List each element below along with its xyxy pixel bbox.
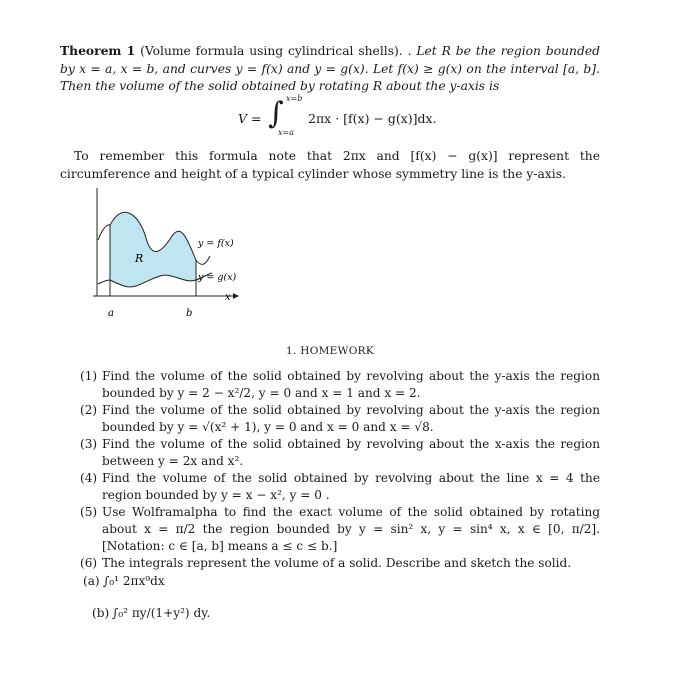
theorem-block <box>60 42 600 96</box>
theorem-name: (Volume formula using cylindrical shells). <box>140 44 403 58</box>
problem-number: (3) <box>80 437 98 452</box>
problem-text: The integrals represent the volume of a solid. Describe and sketch the solid. <box>102 556 572 571</box>
problem-number: (2) <box>80 403 98 418</box>
formula-integrand: 2πx · [f(x) − g(x)]dx. <box>308 111 437 126</box>
subproblem-text: ∫₀² πy/(1+y²) dy. <box>112 606 211 621</box>
formula-lower-limit: x=a <box>278 128 294 137</box>
problem-text: Find the volume of the solid obtained by revolving about the y-axis the region bounded by y = 2 − x²/2, y = 0 and x = 1 and x = 2. <box>102 369 600 400</box>
problem-item <box>80 555 600 572</box>
problem-number: (5) <box>80 505 98 520</box>
homework-title: 1. HOMEWORK <box>286 345 374 357</box>
subproblem-item <box>83 573 600 590</box>
a-label: a <box>108 308 114 319</box>
theorem-statement: . Let R be the region bounded by x = a, x = b, and curves y = f(x) and y = g(x). Let f(x) ≥ g(x) on the interval [a, b]. Then the volume of the solid obtained by rotating R about the y-axis is <box>60 44 600 94</box>
region-r-fill <box>110 212 196 287</box>
problem-text: Find the volume of the solid obtained by revolving about the line x = 4 the region bounded by y = x − x², y = 0 . <box>102 471 600 503</box>
shell-diagram <box>88 180 258 325</box>
problem-text: Use Wolframalpha to find the exact volume of the solid obtained by rotating about x = π/2 the region bounded by y = sin² x, y = sin⁴ x, x ∈ [0, π/2]. [Notation: c ∈ [a, b] means a ≤ c ≤ b.] <box>102 505 600 553</box>
problem-item <box>80 504 600 554</box>
formula-lhs: V = <box>238 111 262 126</box>
remember-paragraph: To remember this formula note that 2πx and [f(x) − g(x)] represent the circumference and height of a typical cylinder whose symmetry line is the y-axis. <box>60 149 600 181</box>
theorem-label: Theorem 1 <box>60 43 136 58</box>
problem-number: (4) <box>80 471 98 486</box>
problem-item <box>80 470 600 504</box>
subproblem-text: ∫₀¹ 2πx⁹dx <box>103 573 165 588</box>
problem-item <box>80 402 600 436</box>
subproblem-number: (b) <box>92 606 110 621</box>
problem-number: (1) <box>80 369 98 383</box>
problem-item <box>80 368 600 402</box>
f-label: y = f(x) <box>198 238 234 249</box>
problem-number: (6) <box>80 556 98 571</box>
formula-upper-limit: x=b <box>286 94 303 103</box>
integral-sign-icon: ∫ <box>268 96 284 131</box>
region-label: R <box>135 252 144 265</box>
problem-text: Find the volume of the solid obtained by revolving about the x-axis the region between y = 2x and x². <box>102 437 600 468</box>
g-label: y = g(x) <box>198 272 237 283</box>
x-axis-label: x <box>225 292 231 303</box>
problem-item <box>80 436 600 470</box>
subproblem-number: (a) <box>83 573 100 588</box>
subproblem-item <box>92 605 600 622</box>
shell-figure <box>88 180 258 325</box>
problem-text: Find the volume of the solid obtained by revolving about the y-axis the region bounded by y = √(x² + 1), y = 0 and x = 0 and x = √8. <box>102 403 600 434</box>
problem-list <box>80 368 600 622</box>
b-label: b <box>186 308 193 319</box>
